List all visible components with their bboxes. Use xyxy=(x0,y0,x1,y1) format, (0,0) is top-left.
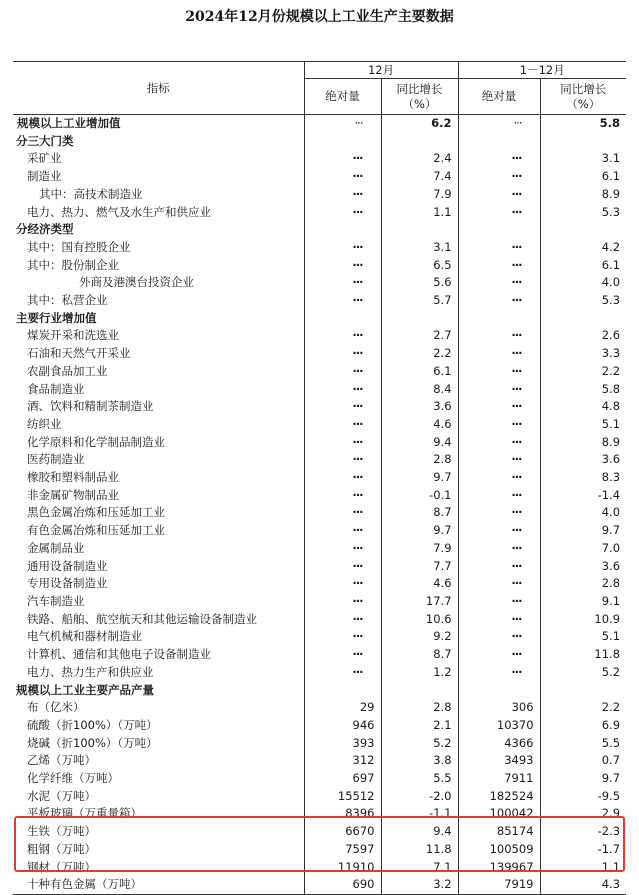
cell-abs-y: ··· xyxy=(458,469,540,487)
table-row xyxy=(13,239,626,257)
cell-yoy-y: 2.2 xyxy=(540,699,626,717)
cell-abs-y: ··· xyxy=(458,168,540,186)
cell-abs-y: ··· xyxy=(458,327,540,345)
cell-abs-y: 4366 xyxy=(458,735,540,753)
cell-abs-y xyxy=(458,133,540,151)
data-table xyxy=(13,61,626,895)
row-label: 铁路、船舶、航空航天和其他运输设备制造业 xyxy=(27,611,257,626)
cell-abs-y: ··· xyxy=(458,345,540,363)
row-label: 专用设备制造业 xyxy=(27,576,108,591)
cell-yoy-m: 4.6 xyxy=(381,416,458,434)
cell-abs-y: ··· xyxy=(458,257,540,275)
row-label: 水泥（万吨） xyxy=(27,788,96,803)
cell-abs-m: ··· xyxy=(304,274,381,292)
row-label: 其中：私营企业 xyxy=(27,293,108,308)
cell-yoy-y: -2.3 xyxy=(540,823,626,841)
row-label: 外商及港澳台投资企业 xyxy=(79,275,194,290)
cell-abs-m: ··· xyxy=(304,363,381,381)
header-month: 12月 xyxy=(304,62,458,79)
table-row xyxy=(13,699,626,717)
cell-abs-m: 11910 xyxy=(304,859,381,877)
header-month-yoy xyxy=(381,79,458,115)
section-label: 规模以上工业主要产品产量 xyxy=(16,682,154,697)
cell-yoy-m: -2.0 xyxy=(381,788,458,806)
cell-abs-m: 312 xyxy=(304,752,381,770)
table-row xyxy=(13,274,626,292)
cell-yoy-m: 6.2 xyxy=(381,115,458,133)
cell-yoy-y: 4.8 xyxy=(540,398,626,416)
row-label: 布（亿米） xyxy=(27,700,85,715)
table-row xyxy=(13,487,626,505)
cell-yoy-y: 8.9 xyxy=(540,434,626,452)
cell-abs-y: ··· xyxy=(458,239,540,257)
cell-abs-m: ··· xyxy=(304,186,381,204)
table-row xyxy=(13,735,626,753)
cell-abs-m: ··· xyxy=(304,381,381,399)
table-row xyxy=(13,841,626,859)
row-label: 生铁（万吨） xyxy=(27,824,96,839)
table-row xyxy=(13,540,626,558)
section-label: 主要行业增加值 xyxy=(16,310,97,325)
cell-abs-y: ··· xyxy=(458,558,540,576)
cell-yoy-y: 2.6 xyxy=(540,327,626,345)
table-row xyxy=(13,451,626,469)
cell-abs-y: ··· xyxy=(458,416,540,434)
cell-abs-m: 393 xyxy=(304,735,381,753)
row-label: 电力、热力、燃气及水生产和供应业 xyxy=(27,204,211,219)
table-row xyxy=(13,363,626,381)
row-label: 汽车制造业 xyxy=(27,593,85,608)
cell-yoy-y: 2.9 xyxy=(540,805,626,823)
cell-abs-m: ··· xyxy=(304,487,381,505)
cell-yoy-m: 8.7 xyxy=(381,504,458,522)
cell-yoy-y xyxy=(540,221,626,239)
cell-yoy-y: 9.7 xyxy=(540,770,626,788)
header-ytd-yoy xyxy=(540,79,626,115)
cell-abs-y: ··· xyxy=(458,204,540,222)
cell-abs-m: ··· xyxy=(304,434,381,452)
table-row xyxy=(13,664,626,682)
cell-abs-y xyxy=(458,682,540,700)
row-label: 电力、热力生产和供应业 xyxy=(27,664,154,679)
cell-yoy-y: 9.1 xyxy=(540,593,626,611)
cell-yoy-y: 2.2 xyxy=(540,363,626,381)
cell-abs-m: ··· xyxy=(304,611,381,629)
table-row xyxy=(13,150,626,168)
table-row xyxy=(13,292,626,310)
row-label: 制造业 xyxy=(27,169,62,184)
cell-yoy-y: 3.6 xyxy=(540,451,626,469)
cell-yoy-y: 5.3 xyxy=(540,204,626,222)
cell-abs-m xyxy=(304,133,381,151)
cell-yoy-m: 4.6 xyxy=(381,575,458,593)
cell-abs-m: 946 xyxy=(304,717,381,735)
table-row xyxy=(13,398,626,416)
cell-abs-y: 139967 xyxy=(458,859,540,877)
table-row xyxy=(13,469,626,487)
cell-yoy-y xyxy=(540,682,626,700)
cell-abs-m: ··· xyxy=(304,504,381,522)
cell-abs-m: ··· xyxy=(304,345,381,363)
table-row xyxy=(13,327,626,345)
cell-yoy-y: 5.8 xyxy=(540,115,626,133)
cell-abs-y: ··· xyxy=(458,381,540,399)
cell-yoy-m: 6.5 xyxy=(381,257,458,275)
cell-abs-m: 690 xyxy=(304,876,381,894)
table-body xyxy=(13,115,626,895)
cell-yoy-y: 6.1 xyxy=(540,257,626,275)
row-label: 其中：高技术制造业 xyxy=(39,186,143,201)
cell-abs-m: ··· xyxy=(304,239,381,257)
row-label: 计算机、通信和其他电子设备制造业 xyxy=(27,647,211,662)
cell-abs-m: ··· xyxy=(304,558,381,576)
cell-yoy-y: 1.1 xyxy=(540,859,626,877)
row-label: 黑色金属冶炼和压延加工业 xyxy=(27,505,165,520)
cell-yoy-m: 9.7 xyxy=(381,522,458,540)
table-row xyxy=(13,788,626,806)
cell-yoy-y: 8.9 xyxy=(540,186,626,204)
section-label: 分三大门类 xyxy=(16,133,74,148)
cell-yoy-y: 4.0 xyxy=(540,274,626,292)
cell-yoy-m: 9.7 xyxy=(381,469,458,487)
cell-yoy-m: 3.2 xyxy=(381,876,458,894)
cell-yoy-y: 2.8 xyxy=(540,575,626,593)
cell-abs-y: 100509 xyxy=(458,841,540,859)
cell-yoy-y: 5.5 xyxy=(540,735,626,753)
cell-abs-m: ··· xyxy=(304,593,381,611)
cell-yoy-m: 2.7 xyxy=(381,327,458,345)
cell-yoy-m: 3.1 xyxy=(381,239,458,257)
cell-yoy-m: 5.7 xyxy=(381,292,458,310)
cell-abs-m: ··· xyxy=(304,575,381,593)
cell-yoy-m: 10.6 xyxy=(381,611,458,629)
cell-abs-m: ··· xyxy=(304,168,381,186)
table-row xyxy=(13,646,626,664)
cell-abs-y: ··· xyxy=(458,434,540,452)
table-row xyxy=(13,186,626,204)
cell-abs-m: ··· xyxy=(304,628,381,646)
section-label: 分经济类型 xyxy=(16,222,74,237)
cell-yoy-y: 8.3 xyxy=(540,469,626,487)
row-label: 纺织业 xyxy=(27,416,62,431)
cell-yoy-m: 6.1 xyxy=(381,363,458,381)
cell-yoy-m: 3.8 xyxy=(381,752,458,770)
cell-abs-y: ··· xyxy=(458,398,540,416)
cell-abs-y: ··· xyxy=(458,363,540,381)
cell-yoy-y: -1.7 xyxy=(540,841,626,859)
row-label: 农副食品加工业 xyxy=(27,363,108,378)
cell-abs-m: ··· xyxy=(304,469,381,487)
header-yoy-label: 同比增长 xyxy=(396,81,443,96)
table-row xyxy=(13,504,626,522)
table-row xyxy=(13,381,626,399)
cell-abs-y: 306 xyxy=(458,699,540,717)
cell-yoy-m: 3.6 xyxy=(381,398,458,416)
table-row xyxy=(13,770,626,788)
cell-yoy-m: 2.4 xyxy=(381,150,458,168)
cell-abs-m: ··· xyxy=(304,327,381,345)
row-label: 橡胶和塑料制品业 xyxy=(27,470,119,485)
cell-abs-m: ··· xyxy=(304,204,381,222)
row-label: 非金属矿物制品业 xyxy=(27,487,119,502)
cell-yoy-m: 17.7 xyxy=(381,593,458,611)
cell-abs-y: ··· xyxy=(458,115,540,133)
cell-abs-m: 7597 xyxy=(304,841,381,859)
cell-abs-y: ··· xyxy=(458,646,540,664)
row-label: 其中：股份制企业 xyxy=(27,257,119,272)
cell-abs-m: 15512 xyxy=(304,788,381,806)
table-row xyxy=(13,717,626,735)
table-row xyxy=(13,257,626,275)
cell-yoy-y: 5.1 xyxy=(540,416,626,434)
cell-yoy-y: 5.1 xyxy=(540,628,626,646)
table-row xyxy=(13,115,626,133)
cell-abs-y xyxy=(458,310,540,328)
header-yoy-unit: （%） xyxy=(566,96,601,111)
cell-yoy-y: -1.4 xyxy=(540,487,626,505)
row-label: 乙烯（万吨） xyxy=(27,753,96,768)
row-label: 石油和天然气开采业 xyxy=(27,346,131,361)
cell-abs-y: 85174 xyxy=(458,823,540,841)
cell-abs-m: ··· xyxy=(304,150,381,168)
cell-yoy-m: 1.1 xyxy=(381,204,458,222)
cell-abs-y: 182524 xyxy=(458,788,540,806)
cell-abs-m: ··· xyxy=(304,398,381,416)
cell-yoy-m: 2.1 xyxy=(381,717,458,735)
table-row xyxy=(13,823,626,841)
cell-yoy-m: 5.5 xyxy=(381,770,458,788)
table-row xyxy=(13,611,626,629)
cell-abs-y: ··· xyxy=(458,575,540,593)
cell-yoy-m: 5.2 xyxy=(381,735,458,753)
row-label: 酒、饮料和精制茶制造业 xyxy=(27,399,154,414)
header-ytd: 1－12月 xyxy=(458,62,626,79)
section-row xyxy=(13,221,626,239)
cell-yoy-y: -9.5 xyxy=(540,788,626,806)
table-row xyxy=(13,204,626,222)
row-label: 通用设备制造业 xyxy=(27,558,108,573)
table-row xyxy=(13,558,626,576)
cell-abs-y: 100042 xyxy=(458,805,540,823)
cell-yoy-m xyxy=(381,682,458,700)
cell-abs-m: ··· xyxy=(304,522,381,540)
cell-yoy-m: 7.9 xyxy=(381,186,458,204)
table-row xyxy=(13,628,626,646)
row-label: 其中：国有控股企业 xyxy=(27,239,131,254)
cell-yoy-m: 9.4 xyxy=(381,434,458,452)
cell-abs-m: ··· xyxy=(304,416,381,434)
cell-abs-m: ··· xyxy=(304,664,381,682)
cell-abs-y: ··· xyxy=(458,540,540,558)
cell-yoy-m: 8.4 xyxy=(381,381,458,399)
cell-yoy-m: 2.2 xyxy=(381,345,458,363)
row-label: 平板玻璃（万重量箱） xyxy=(27,806,142,821)
table-row xyxy=(13,522,626,540)
row-label: 有色金属冶炼和压延加工业 xyxy=(27,523,165,538)
cell-yoy-y: 3.1 xyxy=(540,150,626,168)
table-row xyxy=(13,575,626,593)
cell-abs-y: ··· xyxy=(458,522,540,540)
row-label: 化学原料和化学制品制造业 xyxy=(27,434,165,449)
cell-yoy-y: 11.8 xyxy=(540,646,626,664)
cell-abs-m: 697 xyxy=(304,770,381,788)
cell-yoy-y: 0.7 xyxy=(540,752,626,770)
cell-yoy-y: 5.8 xyxy=(540,381,626,399)
cell-abs-y xyxy=(458,221,540,239)
cell-abs-m: ··· xyxy=(304,451,381,469)
header-row-periods xyxy=(13,62,626,79)
header-yoy-unit: （%） xyxy=(402,96,437,111)
cell-abs-m xyxy=(304,221,381,239)
cell-yoy-y xyxy=(540,133,626,151)
cell-yoy-m: -1.1 xyxy=(381,805,458,823)
cell-yoy-m xyxy=(381,310,458,328)
data-table-container xyxy=(13,61,626,895)
cell-yoy-m: -0.1 xyxy=(381,487,458,505)
row-label: 医药制造业 xyxy=(27,452,85,467)
cell-yoy-m: 7.9 xyxy=(381,540,458,558)
cell-abs-y: ··· xyxy=(458,664,540,682)
cell-abs-y: ··· xyxy=(458,611,540,629)
cell-abs-m: ··· xyxy=(304,540,381,558)
table-row xyxy=(13,345,626,363)
cell-yoy-y: 4.2 xyxy=(540,239,626,257)
cell-abs-y: 10370 xyxy=(458,717,540,735)
cell-yoy-y: 3.6 xyxy=(540,558,626,576)
cell-abs-m: ··· xyxy=(304,115,381,133)
cell-yoy-m: 8.7 xyxy=(381,646,458,664)
row-label: 烧碱（折100%）（万吨） xyxy=(27,735,158,750)
table-row xyxy=(13,859,626,877)
cell-yoy-m: 5.6 xyxy=(381,274,458,292)
cell-abs-y: 7919 xyxy=(458,876,540,894)
row-label: 十种有色金属（万吨） xyxy=(13,876,304,894)
cell-yoy-y: 5.3 xyxy=(540,292,626,310)
section-row xyxy=(13,682,626,700)
cell-abs-y: ··· xyxy=(458,628,540,646)
cell-abs-y: ··· xyxy=(458,150,540,168)
row-label: 硫酸（折100%）（万吨） xyxy=(27,717,158,732)
header-indicator: 指标 xyxy=(13,62,304,115)
cell-yoy-m: 9.4 xyxy=(381,823,458,841)
row-label: 电气机械和器材制造业 xyxy=(27,629,142,644)
cell-yoy-y: 3.3 xyxy=(540,345,626,363)
table-row xyxy=(13,593,626,611)
cell-yoy-y xyxy=(540,310,626,328)
cell-abs-y: ··· xyxy=(458,487,540,505)
cell-yoy-y: 4.3 xyxy=(540,876,626,894)
section-row xyxy=(13,310,626,328)
cell-abs-m: 8396 xyxy=(304,805,381,823)
cell-yoy-m: 7.7 xyxy=(381,558,458,576)
header-yoy-label: 同比增长 xyxy=(560,81,607,96)
cell-abs-m: 6670 xyxy=(304,823,381,841)
cell-yoy-y: 10.9 xyxy=(540,611,626,629)
cell-abs-y: 7911 xyxy=(458,770,540,788)
row-label: 钢材（万吨） xyxy=(27,859,96,874)
cell-yoy-y: 6.1 xyxy=(540,168,626,186)
row-label: 食品制造业 xyxy=(27,381,85,396)
row-label: 化学纤维（万吨） xyxy=(27,771,119,786)
cell-abs-y: ··· xyxy=(458,451,540,469)
cell-yoy-y: 7.0 xyxy=(540,540,626,558)
page-title: 2024年12月份规模以上工业生产主要数据 xyxy=(185,9,454,25)
cell-yoy-m: 11.8 xyxy=(381,841,458,859)
header-month-absolute: 绝对量 xyxy=(304,79,381,115)
table-row xyxy=(13,416,626,434)
cell-abs-y: 3493 xyxy=(458,752,540,770)
cell-abs-m xyxy=(304,310,381,328)
row-label: 规模以上工业增加值 xyxy=(17,116,121,130)
cell-yoy-y: 4.0 xyxy=(540,504,626,522)
cell-abs-y: ··· xyxy=(458,292,540,310)
cell-yoy-m xyxy=(381,133,458,151)
cell-abs-m: ··· xyxy=(304,646,381,664)
cell-yoy-y: 9.7 xyxy=(540,522,626,540)
row-label: 粗钢（万吨） xyxy=(27,841,96,856)
cell-yoy-y: 6.9 xyxy=(540,717,626,735)
header-ytd-absolute: 绝对量 xyxy=(458,79,540,115)
cell-abs-y: ··· xyxy=(458,504,540,522)
cell-yoy-m xyxy=(381,221,458,239)
cell-abs-m: ··· xyxy=(304,292,381,310)
table-row xyxy=(13,434,626,452)
table-row xyxy=(13,805,626,823)
cell-yoy-y: 5.2 xyxy=(540,664,626,682)
row-label: 金属制品业 xyxy=(27,540,85,555)
cell-yoy-m: 2.8 xyxy=(381,451,458,469)
cell-yoy-m: 9.2 xyxy=(381,628,458,646)
section-row xyxy=(13,133,626,151)
table-row xyxy=(13,752,626,770)
cell-yoy-m: 2.8 xyxy=(381,699,458,717)
cell-yoy-m: 7.4 xyxy=(381,168,458,186)
cell-yoy-m: 7.1 xyxy=(381,859,458,877)
cell-abs-y: ··· xyxy=(458,593,540,611)
row-label: 煤炭开采和洗选业 xyxy=(27,328,119,343)
cell-yoy-m: 1.2 xyxy=(381,664,458,682)
cell-abs-y: ··· xyxy=(458,274,540,292)
cell-abs-m xyxy=(304,682,381,700)
row-label: 采矿业 xyxy=(27,151,62,166)
cell-abs-m: 29 xyxy=(304,699,381,717)
table-row xyxy=(13,168,626,186)
cell-abs-m: ··· xyxy=(304,257,381,275)
cell-abs-y: ··· xyxy=(458,186,540,204)
